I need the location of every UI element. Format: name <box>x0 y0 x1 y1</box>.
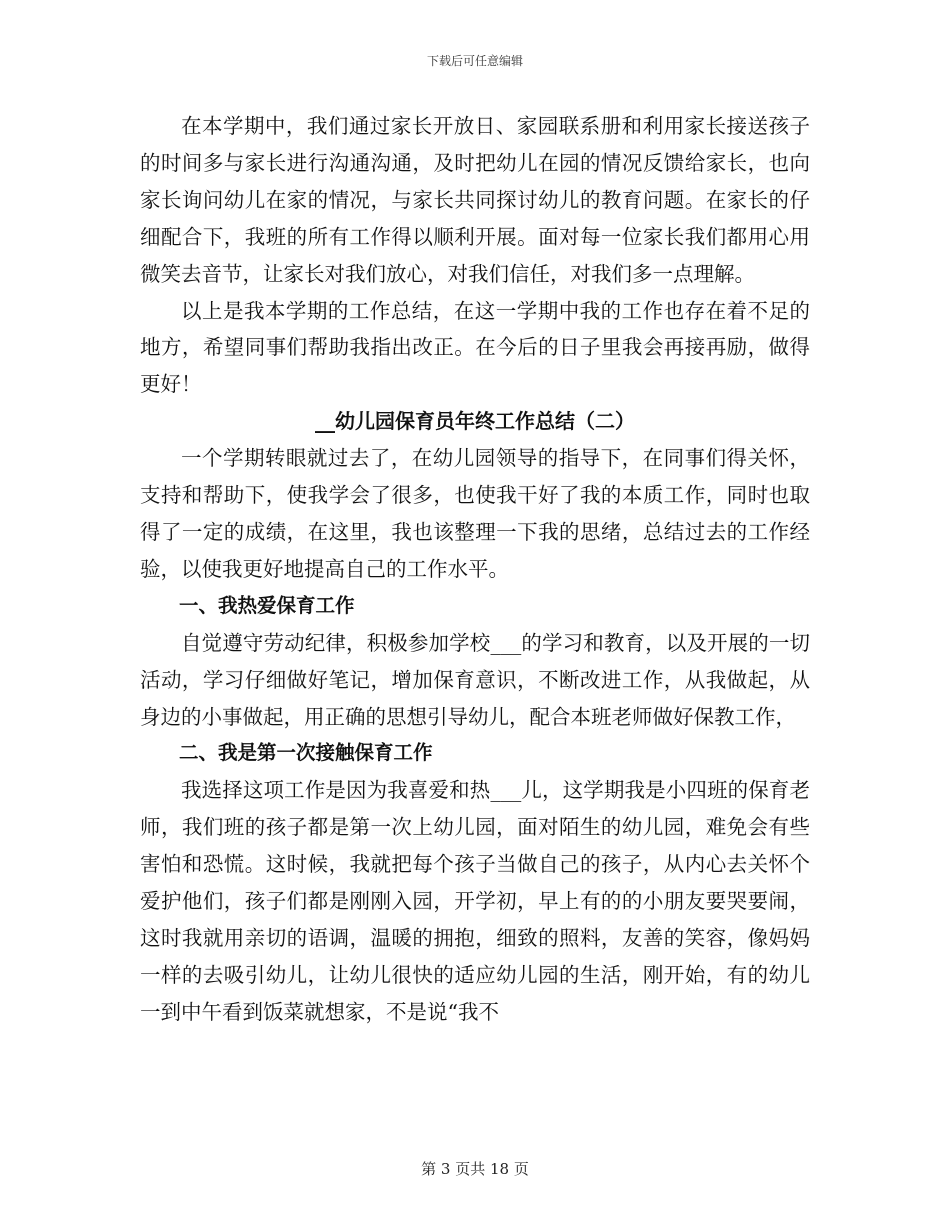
document-body <box>140 108 810 1031</box>
paragraph-summary-closing: 以上是我本学期的工作总结，在这一学期中我的工作也存在着不足的地方，希望同事们帮助我指出改正。在今后的日子里我会再接再励，做得更好！ <box>140 298 810 397</box>
page-footer: 第 3 页共 18 页 <box>421 1160 529 1178</box>
paragraph-first-contact: 我选择这项工作是因为我喜爱和热___儿，这学期我是小四班的保育老师，我们班的孩子都是第一次上幼儿园，面对陌生的幼儿园，难免会有些害怕和恐慌。这时候，我就把每个孩子当做自己的孩子，从内心去关怀个爱护他们，孩子们都是刚刚入园，开学初，早上有的的小朋友要哭要闹，这时我就用亲切的语调，温暖的拥抱，细致的照料，友善的笑容，像妈妈一样的去吸引幼儿，让幼儿很快的适应幼儿园的生活，刚开始，有的幼儿一到中午看到饭菜就想家，不是说“我不 <box>140 778 810 1024</box>
heading-love-care-work: 一、我热爱保育工作 <box>179 593 355 617</box>
paragraph-parent-communication: 在本学期中，我们通过家长开放日、家园联系册和利用家长接送孩子的时间多与家长进行沟通沟通，及时把幼儿在园的情况反馈给家长，也向家长询问幼儿在家的情况，与家长共同探讨幼儿的教育问题。在家长的仔细配合下，我班的所有工作得以顺利开展。面对每一位家长我们都用心用微笑去音节，让家长对我们放心，对我们信任，对我们多一点理解。 <box>140 114 810 286</box>
page-header: 下载后可任意编辑 <box>426 54 523 68</box>
paragraph-intro: 一个学期转眼就过去了，在幼儿园领导的指导下，在同事们得关怀，支持和帮助下，使我学会了很多，也使我干好了我的本质工作，同时也取得了一定的成绩，在这里，我也该整理一下我的思绪，总结过去的工作经验，以使我更好地提高自己的工作水平。 <box>140 446 810 581</box>
heading-first-contact: 二、我是第一次接触保育工作 <box>179 741 433 765</box>
section-title: __幼儿园保育员年终工作总结（二） <box>315 409 635 434</box>
paragraph-discipline: 自觉遵守劳动纪律，积极参加学校___的学习和教育，以及开展的一切活动，学习仔细做好笔记，增加保育意识，不断改进工作，从我做起，从身边的小事做起，用正确的思想引导幼儿，配合本班老师做好保教工作， <box>140 630 810 729</box>
